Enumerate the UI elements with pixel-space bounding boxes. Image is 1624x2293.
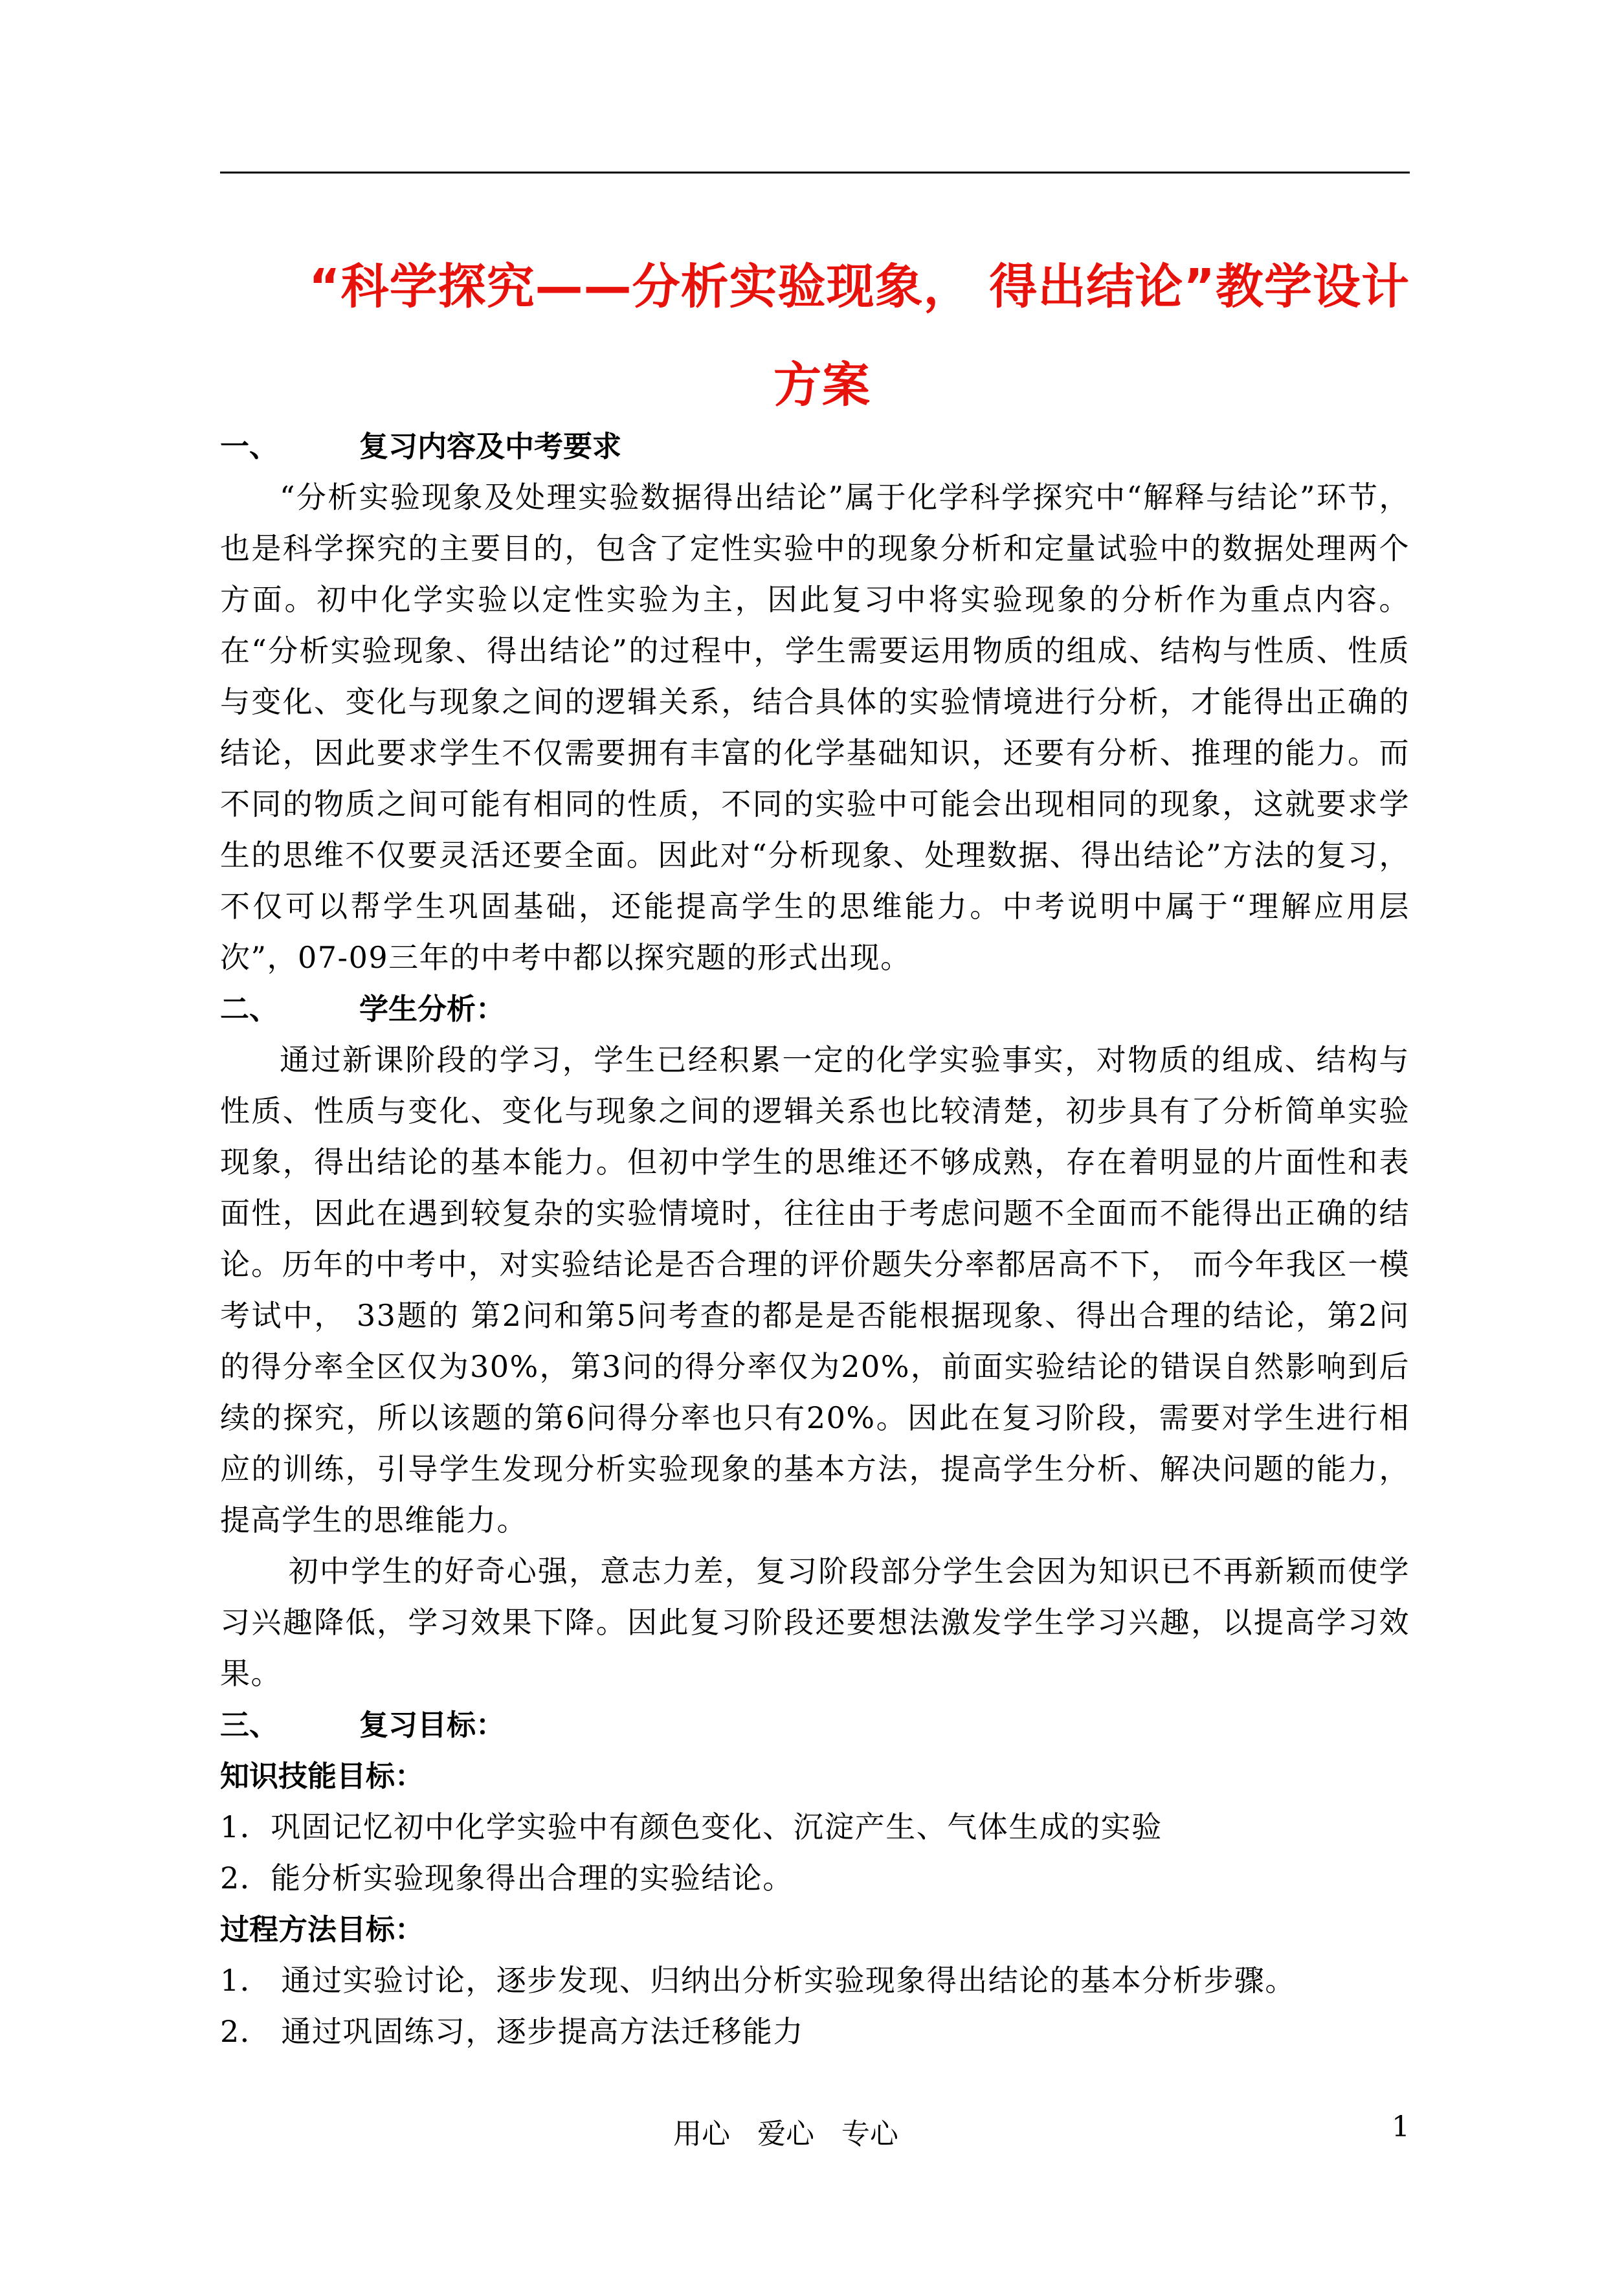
list-item: 2． 通过巩固练习，逐步提高方法迁移能力 [220, 2014, 804, 2049]
paragraph: 通过新课阶段的学习，学生已经积累一定的化学实验事实，对物质的组成、结构与性质、性质与变化、变化与现象之间的逻辑关系也比较清楚，初步具有了分析简单实验现象，得出结论的基本能力。但初中学生的思维还不够成熟，存在着明显的片面性和表面性，因此在遇到较复杂的实验情境时，往往由于考虑问题不全面而不能得出正确的结论。历年的中考中，对实验结论是否合理的评价题失分率都居高不下， 而今年我区一模考试中， 33题的 第2问和第5问考查的都是是否能根据现象、得出合理的结论，第2问的得分率全区仅为30%，第3问的得分率仅为20%，前面实验结论的错误自然影响到后续的探究，所以该题的第6问得分率也只有20%。因此在复习阶段，需要对学生进行相应的训练，引导学生发现分析实验现象的基本方法，提高学生分析、解决问题的能力，提高学生的思维能力。 [220, 1042, 1410, 1538]
section-number: 一、 [220, 429, 279, 464]
section-heading-3 [220, 1699, 1410, 1751]
page-number: 1 [1392, 2110, 1410, 2143]
section-heading-2 [220, 983, 1410, 1035]
document-title-line-2: 方案 [773, 357, 871, 413]
list-item: 1． 通过实验讨论，逐步发现、归纳出分析实验现象得出结论的基本分析步骤。 [220, 1963, 1296, 1998]
header-rule [220, 172, 1410, 173]
list-item: 1．巩固记忆初中化学实验中有颜色变化、沉淀产生、气体生成的实验 [220, 1809, 1162, 1844]
document-body [220, 421, 1410, 2057]
paragraph: “分析实验现象及处理实验数据得出结论”属于化学科学探究中“解释与结论”环节，也是科学探究的主要目的，包含了定性实验中的现象分析和定量试验中的数据处理两个方面。初中化学实验以定性实验为主，因此复习中将实验现象的分析作为重点内容。在“分析实验现象、得出结论”的过程中，学生需要运用物质的组成、结构与性质、性质与变化、变化与现象之间的逻辑关系，结合具体的实验情境进行分析，才能得出正确的结论，因此要求学生不仅需要拥有丰富的化学基础知识，还要有分析、推理的能力。而不同的物质之间可能有相同的性质，不同的实验中可能会出现相同的现象，这就要求学生的思维不仅要灵活还要全面。因此对“分析现象、处理数据、得出结论”方法的复习，不仅可以帮学生巩固基础，还能提高学生的思维能力。中考说明中属于“理解应用层次”，07-09三年的中考中都以探究题的形式出现。 [220, 480, 1410, 975]
document-title-line-1: “科学探究——分析实验现象， 得出结论”教学设计 [308, 259, 1410, 315]
paragraph: 初中学生的好奇心强，意志力差，复习阶段部分学生会因为知识已不再新颖而使学习兴趣降低，学习效果下降。因此复习阶段还要想法激发学生学习兴趣，以提高学习效果。 [220, 1554, 1410, 1691]
section-title: 复习内容及中考要求 [359, 429, 622, 464]
section-heading-1 [220, 421, 1410, 472]
goal-label-process: 过程方法目标： [220, 1912, 425, 1947]
section-title: 学生分析： [359, 992, 506, 1026]
section-number: 二、 [220, 992, 279, 1026]
footer-motto: 用心 爱心 专心 [673, 2118, 898, 2151]
section-title: 复习目标： [359, 1708, 506, 1742]
list-item: 2．能分析实验现象得出合理的实验结论。 [220, 1861, 794, 1896]
goal-label-knowledge: 知识技能目标： [220, 1759, 425, 1793]
section-number: 三、 [220, 1708, 279, 1742]
